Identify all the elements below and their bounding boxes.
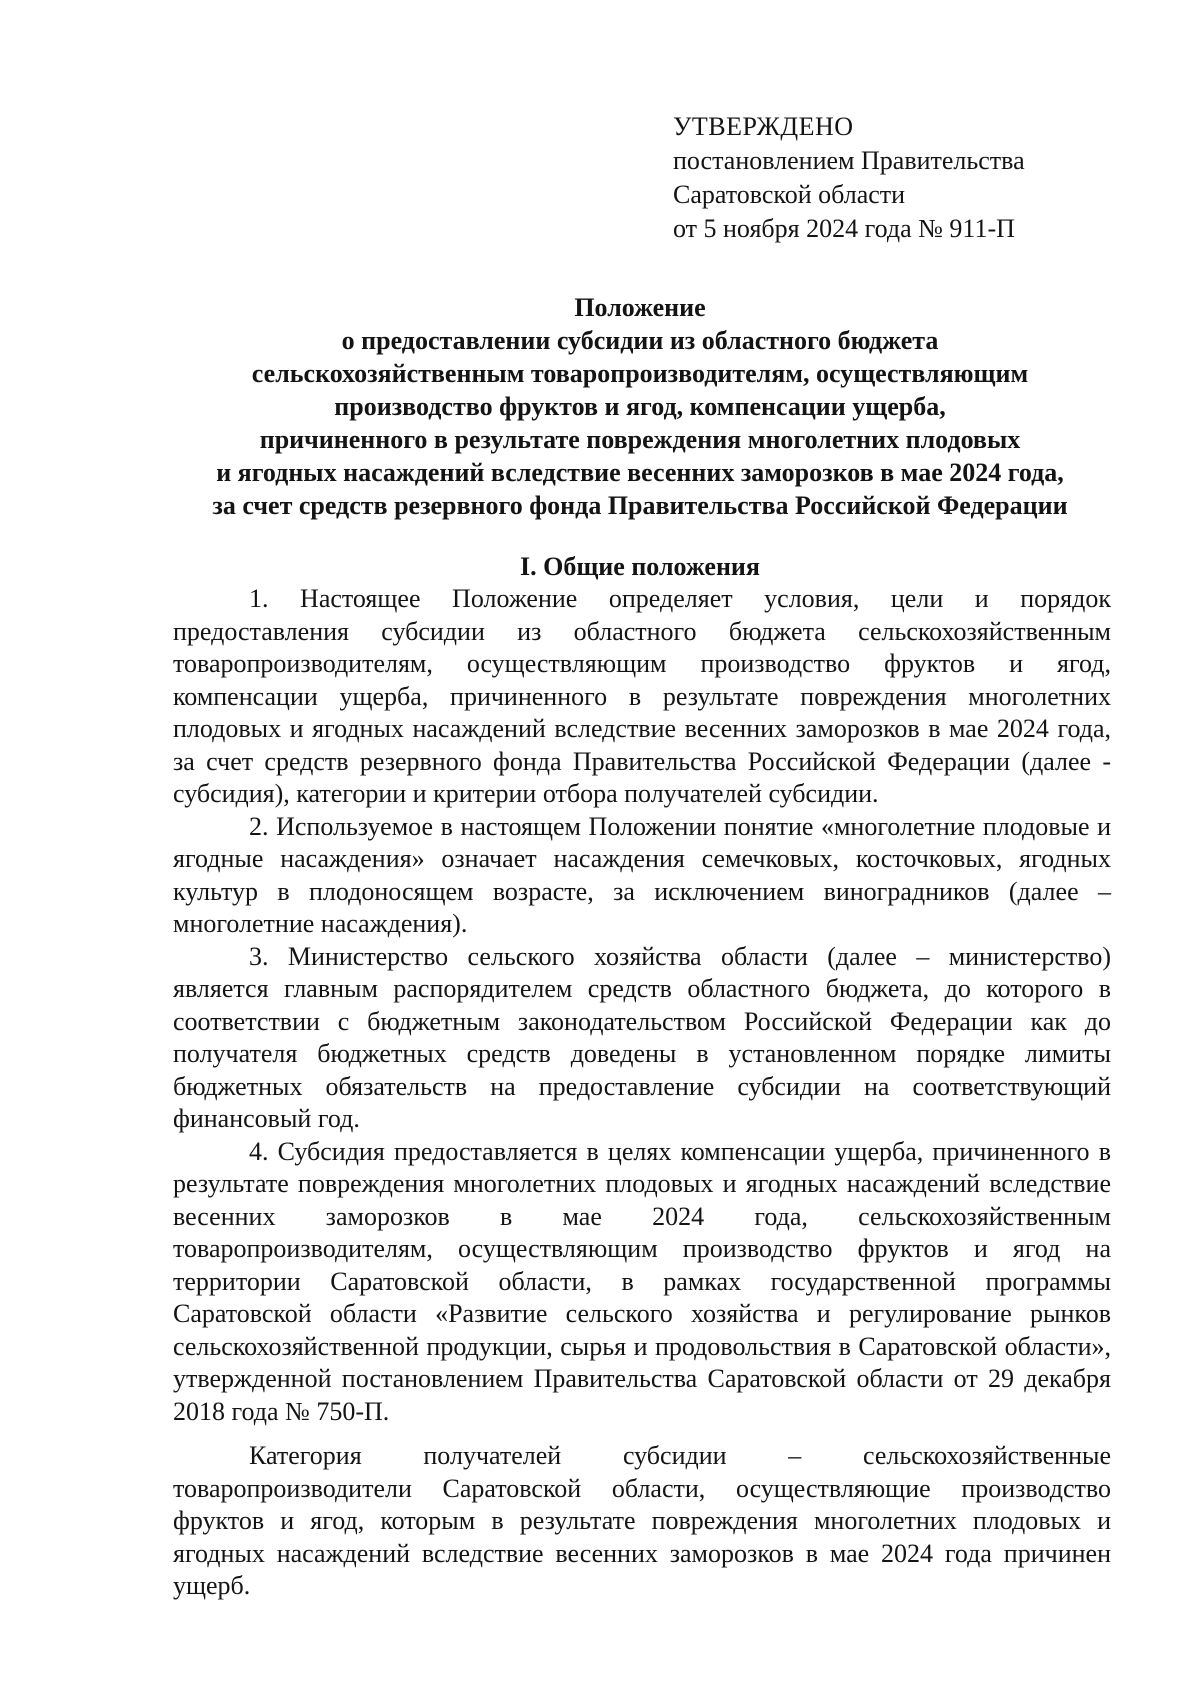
title-line: Положение (574, 293, 706, 322)
title-line: и ягодных насаждений вследствие весенних заморозков в мае 2024 года, (216, 458, 1064, 487)
document-body (173, 583, 1111, 1603)
section-heading: I. Общие положения (520, 552, 760, 581)
approval-line-date-number: от 5 ноября 2024 года № 911-П (673, 214, 1015, 243)
title-line: причиненного в результате повреждения многолетних плодовых (259, 425, 1021, 454)
title-line: о предоставлении субсидии из областного бюджета (341, 326, 939, 355)
paragraph-2: 2. Используемое в настоящем Положении понятие «многолетние плодовые и ягодные насаждения» означает насаждения семечковых, косточковых, ягодных культур в плодоносящем возрасте, за исключением виноградников (далее – многолетние насаждения). (173, 811, 1111, 938)
title-line: за счет средств резервного фонда Правительства Российской Федерации (212, 491, 1068, 520)
approval-line-region: Саратовской области (673, 180, 906, 209)
paragraph-1: 1. Настоящее Положение определяет условия, цели и порядок предоставления субсидии из областного бюджета сельскохозяйственным товаропроизводителям, осуществляющим производство фруктов и ягод, компенсации ущерба, причиненного в результате повреждения многолетних плодовых и ягодных насаждений вследствие весенних заморозков в мае 2024 года, за счет средств резервного фонда Правительства Российской Федерации (далее - субсидия), категории и критерии отбора получателей субсидии. (173, 584, 1111, 808)
approval-line-issuer: постановлением Правительства (673, 146, 1025, 175)
approval-heading: УТВЕРЖДЕНО (673, 112, 854, 141)
paragraph-category: Категория получателей субсидии – сельскохозяйственные товаропроизводители Саратовской области, осуществляющие производство фруктов и ягод, которым в результате повреждения многолетних плодовых и ягодных насаждений вследствие весенних заморозков в мае 2024 года причинен ущерб. (173, 1441, 1111, 1600)
paragraph-3: 3. Министерство сельского хозяйства области (далее – министерство) является главным распорядителем средств областного бюджета, до которого в соответствии с бюджетным законодательством Российской Федерации как до получателя бюджетных средств доведены в установленном порядке лимиты бюджетных обязательств на предоставление субсидии на соответствующий финансовый год. (173, 941, 1111, 1133)
paragraph-4: 4. Субсидия предоставляется в целях компенсации ущерба, причиненного в результате повреждения многолетних плодовых и ягодных насаждений вследствие весенних заморозков в мае 2024 года, сельскохозяйственным товаропроизводителям, осуществляющим производство фруктов и ягод на территории Саратовской области, в рамках государственной программы Саратовской области «Развитие сельского хозяйства и регулирование рынков сельскохозяйственной продукции, сырья и продовольствия в Саратовской области», утвержденной постановлением Правительства Саратовской области от 29 декабря 2018 года № 750-П. (173, 1136, 1111, 1426)
document-title (150, 291, 1130, 522)
title-line: сельскохозяйственным товаропроизводителям, осуществляющим (251, 359, 1029, 388)
title-line: производство фруктов и ягод, компенсации ущерба, (334, 392, 946, 421)
approval-stamp (673, 110, 1143, 246)
